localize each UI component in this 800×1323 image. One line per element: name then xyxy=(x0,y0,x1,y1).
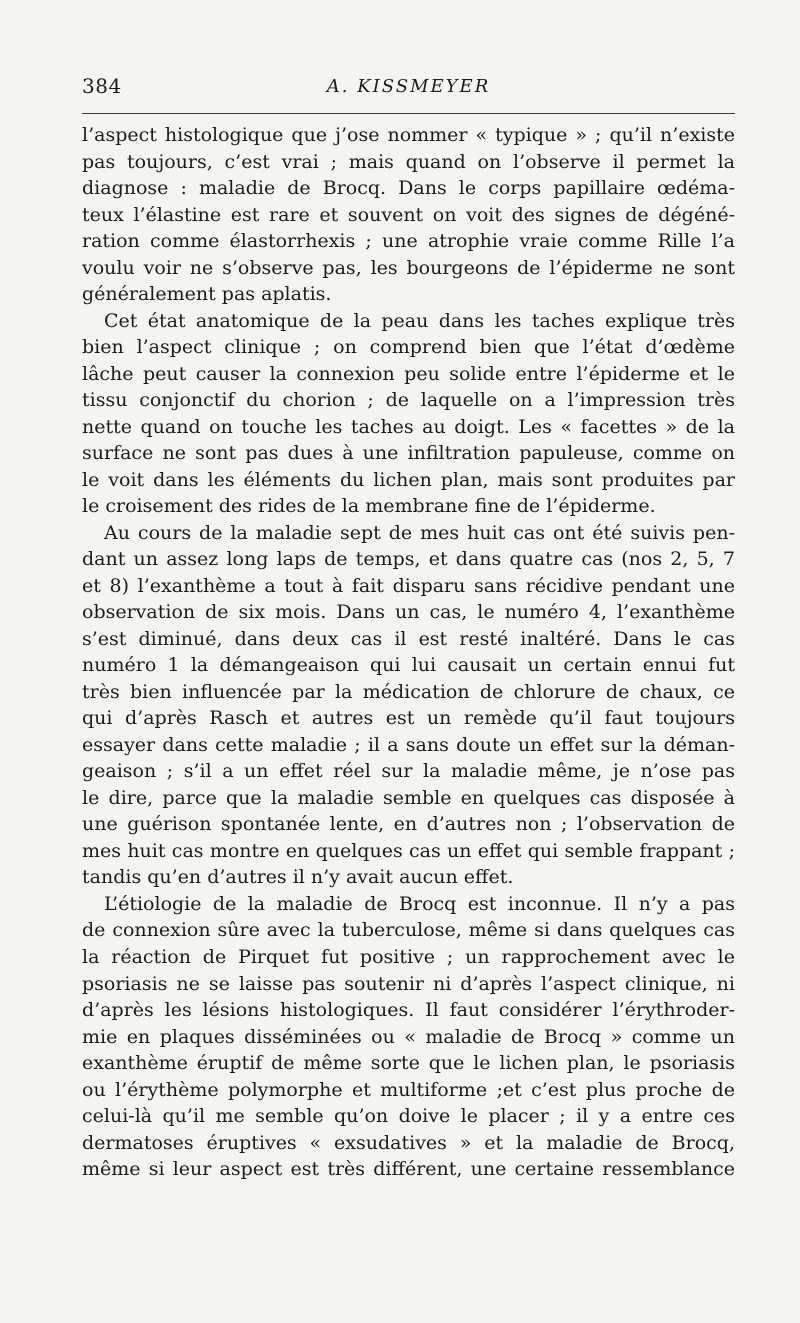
text-line: numéro 1 la démangeaison qui lui causait un certain ennui fut xyxy=(82,654,735,677)
text-line: une guérison spontanée lente, en d’autres non ; l’observation de xyxy=(82,813,735,836)
text-line: Cet état anatomique de la peau dans les taches explique très xyxy=(104,309,735,332)
text-line: dermatoses éruptives « exsudatives » et la maladie de Brocq, xyxy=(82,1131,735,1154)
header-rule xyxy=(82,113,735,114)
text-line: essayer dans cette maladie ; il a sans doute un effet sur la déman- xyxy=(82,733,735,756)
text-line: celui-là qu’il me semble qu’on doive le placer ; il y a entre ces xyxy=(82,1105,735,1128)
text-line: bien l’aspect clinique ; on comprend bien que l’état d’œdème xyxy=(82,336,735,359)
text-line: l’aspect histologique que j’ose nommer « typique » ; qu’il n’existe xyxy=(82,124,735,146)
text-line: très bien influencée par la médication de chlorure de chaux, ce xyxy=(82,680,735,703)
text-line: surface ne sont pas dues à une infiltration papuleuse, comme on xyxy=(82,442,735,465)
text-line: et 8) l’exanthème a tout à fait disparu sans récidive pendant une xyxy=(82,574,735,597)
running-head: A. KISSMEYER xyxy=(326,76,491,97)
text-line: nette quand on touche les taches au doigt. Les « facettes » de la xyxy=(82,415,735,438)
text-line: lâche peut causer la connexion peu solide entre l’épiderme et le xyxy=(82,362,735,385)
text-line: qui d’après Rasch et autres est un remède qu’il faut toujours xyxy=(82,707,735,730)
text-line: le voit dans les éléments du lichen plan, mais sont produites par xyxy=(82,468,735,491)
text-line: L’étiologie de la maladie de Brocq est inconnue. Il n’y a pas xyxy=(104,892,735,915)
text-line: généralement pas aplatis. xyxy=(82,283,332,306)
body-text xyxy=(82,122,735,1183)
text-line: observation de six mois. Dans un cas, le numéro 4, l’exanthème xyxy=(82,601,735,624)
text-line: ration comme élastorrhexis ; une atrophie vraie comme Rille l’a xyxy=(82,230,735,253)
page-number: 384 xyxy=(82,74,122,98)
text-line: ou l’érythème polymorphe et multiforme ;et c’est plus proche de xyxy=(82,1078,735,1101)
text-line: tissu conjonctif du chorion ; de laquelle on a l’impression très xyxy=(82,389,735,412)
text-line: pas toujours, c’est vrai ; mais quand on l’observe il permet la xyxy=(82,150,735,173)
text-line: le dire, parce que la maladie semble en quelques cas disposée à xyxy=(82,786,735,809)
text-line: teux l’élastine est rare et souvent on voit des signes de dégéné- xyxy=(82,203,735,226)
text-line: s’est diminué, dans deux cas il est resté inaltéré. Dans le cas xyxy=(82,627,735,650)
text-line: dant un assez long laps de temps, et dans quatre cas (nos 2, 5, 7 xyxy=(82,548,735,571)
text-line: voulu voir ne s’observe pas, les bourgeons de l’épiderme ne sont xyxy=(82,256,735,279)
text-line: tandis qu’en d’autres il n’y avait aucun effet. xyxy=(82,866,514,889)
text-line: la réaction de Pirquet fut positive ; un rapprochement avec le xyxy=(82,945,735,968)
text-line: le croisement des rides de la membrane fine de l’épiderme. xyxy=(82,495,656,518)
text-line: Au cours de la maladie sept de mes huit cas ont été suivis pen- xyxy=(104,521,735,544)
text-line: exanthème éruptif de même sorte que le lichen plan, le psoriasis xyxy=(82,1052,735,1075)
text-line: mes huit cas montre en quelques cas un effet qui semble frappant ; xyxy=(82,839,735,862)
page-header xyxy=(82,74,735,104)
text-line: mie en plaques disséminées ou « maladie de Brocq » comme un xyxy=(82,1025,735,1048)
text-line: diagnose : maladie de Brocq. Dans le corps papillaire œdéma- xyxy=(82,177,735,200)
text-line: même si leur aspect est très différent, une certaine ressemblance xyxy=(82,1158,735,1181)
text-line: d’après les lésions histologiques. Il faut considérer l’érythroder- xyxy=(82,999,735,1022)
text-line: geaison ; s’il a un effet réel sur la maladie même, je n’ose pas xyxy=(82,760,735,783)
text-line: psoriasis ne se laisse pas soutenir ni d’après l’aspect clinique, ni xyxy=(82,972,735,995)
text-line: de connexion sûre avec la tuberculose, même si dans quelques cas xyxy=(82,919,735,942)
